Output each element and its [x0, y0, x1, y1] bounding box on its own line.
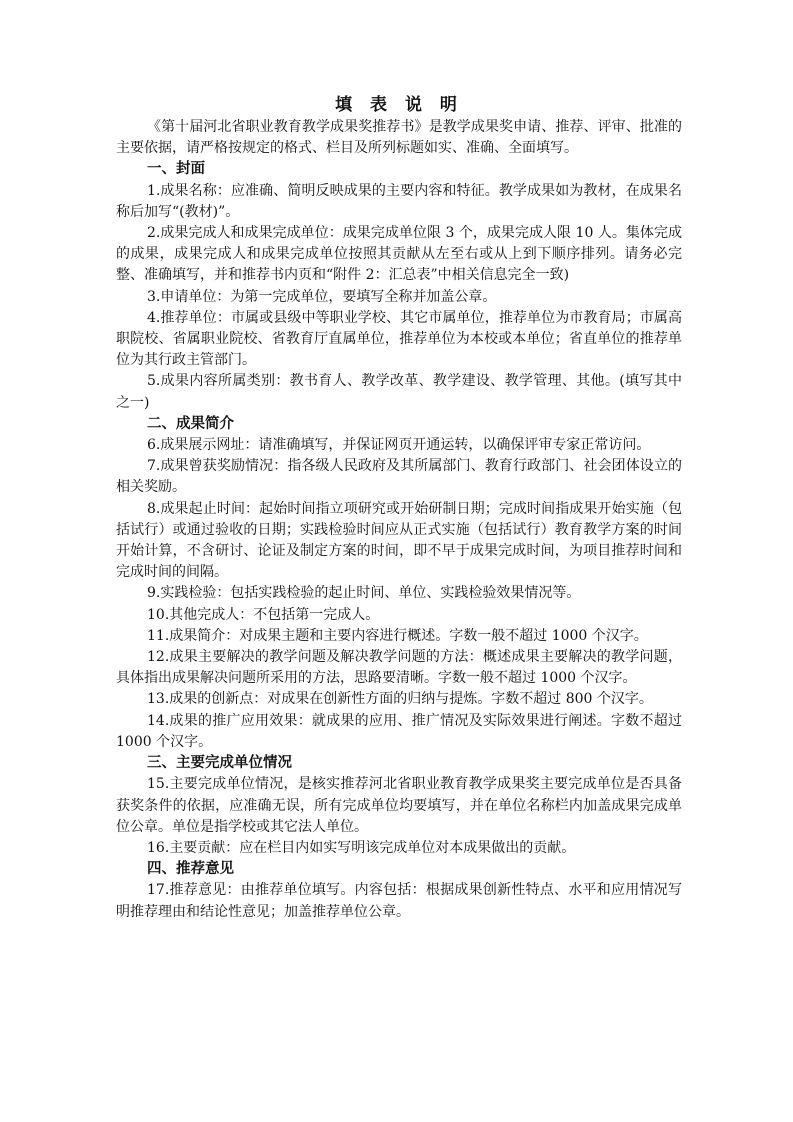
instruction-item-10: 10.其他完成人：不包括第一完成人。: [147, 606, 380, 623]
intro-paragraph: 《第十届河北省职业教育教学成果奖推荐书》是教学成果奖申请、推荐、评审、批准的主要依据，请严格按规定的格式、栏目及所列标题如实、准确、全面填写。: [116, 119, 682, 157]
instruction-item-12: 12.成果主要解决的教学问题及解决教学问题的方法：概述成果主要解决的教学问题，具体指出成果解决问题所采用的方法，思路要清晰。字数一般不超过 1000 个汉字。: [116, 649, 682, 687]
instruction-item-7: 7.成果曾获奖励情况：指各级人民政府及其所属部门、教育行政部门、社会团体设立的相关奖励。: [116, 458, 682, 496]
instruction-item-3: 3.申请单位：为第一完成单位，要填写全称并加盖公章。: [147, 288, 497, 305]
section-heading-cover: 一、封面: [147, 161, 205, 178]
instruction-item-5: 5.成果内容所属类别：教书育人、教学改革、教学建设、教学管理、其他。(填写其中之一): [116, 373, 682, 411]
instruction-item-11: 11.成果简介：对成果主题和主要内容进行概述。字数一般不超过 1000 个汉字。: [147, 627, 648, 644]
document-page: [116, 94, 682, 923]
document-title: 填 表 说 明: [335, 95, 463, 115]
instruction-item-1: 1.成果名称：应准确、简明反映成果的主要内容和特征。教学成果如为教材，在成果名称后加写“(教材)”。: [116, 182, 682, 220]
section-heading-recommendation: 四、推荐意见: [147, 861, 234, 878]
instruction-item-13: 13.成果的创新点：对成果在创新性方面的归纳与提炼。字数不超过 800 个汉字。: [147, 691, 653, 708]
instruction-item-2: 2.成果完成人和成果完成单位：成果完成单位限 3 个，成果完成人限 10 人。集体完成的成果，成果完成人和成果完成单位按照其贡献从左至右或从上到下顺序排列。请务必完整、准确填写，并和推荐书内页和“附件 2：汇总表”中相关信息完全一致): [116, 225, 682, 284]
instruction-item-17: 17.推荐意见：由推荐单位填写。内容包括：根据成果创新性特点、水平和应用情况写明推荐理由和结论性意见；加盖推荐单位公章。: [116, 882, 682, 920]
section-heading-summary: 二、成果简介: [147, 415, 234, 432]
instruction-item-9: 9.实践检验：包括实践检验的起止时间、单位、实践检验效果情况等。: [147, 585, 581, 602]
instruction-item-14: 14.成果的推广应用效果：就成果的应用、推广情况及实际效果进行阐述。字数不超过 1000 个汉字。: [116, 712, 682, 750]
instruction-item-8: 8.成果起止时间：起始时间指立项研究或开始研制日期；完成时间指成果开始实施（包括试行）或通过验收的日期；实践检验时间应从正式实施（包括试行）教育教学方案的时间开始计算，不含研讨、论证及制定方案的时间，即不早于成果完成时间，为项目推荐时间和完成时间的间隔。: [116, 500, 682, 581]
instruction-item-15: 15.主要完成单位情况，是核实推荐河北省职业教育教学成果奖主要完成单位是否具备获奖条件的依据，应准确无误，所有完成单位均要填写，并在单位名称栏内加盖成果完成单位公章。单位是指学校或其它法人单位。: [116, 776, 682, 835]
instruction-item-16: 16.主要贡献：应在栏目内如实写明该完成单位对本成果做出的贡献。: [147, 839, 576, 856]
section-heading-units: 三、主要完成单位情况: [147, 755, 292, 772]
instruction-item-4: 4.推荐单位：市属或县级中等职业学校、其它市属单位，推荐单位为市教育局；市属高职院校、省属职业院校、省教育厅直属单位，推荐单位为本校或本单位；省直单位的推荐单位为其行政主管部门。: [116, 309, 682, 369]
instruction-item-6: 6.成果展示网址：请准确填写，并保证网页开通运转，以确保评审专家正常访问。: [147, 437, 651, 454]
